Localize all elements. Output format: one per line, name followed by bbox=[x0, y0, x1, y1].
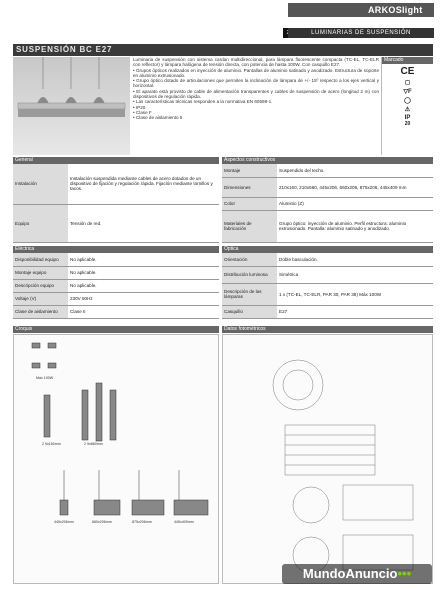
desc-para-4: • El aparato está provisto de cable de alimentación transparentes y cables de suspensión de acero (longitud 2 m) con dispositivos de regulación rápida. bbox=[133, 88, 379, 100]
sketch-label: 2 9x160mm bbox=[42, 442, 61, 446]
croquis-diagram bbox=[14, 335, 220, 585]
marcado-heading: Marcado bbox=[382, 57, 433, 64]
ce-mark-icon: CE bbox=[400, 66, 415, 77]
row-value: Suspendido del techo. bbox=[277, 164, 433, 177]
row-label: Disponibilidad equipo bbox=[13, 253, 68, 266]
desc-para-7: • Clase F bbox=[133, 109, 152, 115]
row-value: 210x160, 210x660, 445x206, 660x206, 875x206, 445x409 mm bbox=[277, 177, 433, 197]
row-label: Distribución luminosa bbox=[222, 266, 277, 283]
ip-value: 20 bbox=[404, 121, 411, 127]
row-value: Aluminio (Z) bbox=[277, 197, 433, 210]
row-value: Clase II bbox=[68, 305, 219, 318]
product-title: SUSPENSIÓN BC E27 bbox=[13, 44, 433, 56]
table-row bbox=[13, 292, 219, 305]
electrica-heading: Eléctrica bbox=[13, 246, 219, 253]
row-label: Voltaje (V) bbox=[13, 292, 68, 305]
table-row bbox=[222, 253, 433, 266]
row-label: Montaje bbox=[222, 164, 277, 177]
row-label: Descripción de las lámparas bbox=[222, 283, 277, 305]
product-photo bbox=[13, 57, 130, 155]
row-label: Instalación bbox=[13, 164, 68, 204]
double-insulation-icon: ◻ bbox=[405, 80, 410, 86]
warning-icon: ⚠ bbox=[404, 107, 411, 113]
table-row bbox=[222, 197, 433, 210]
row-value: Doble basculación. bbox=[277, 253, 433, 266]
table-row bbox=[13, 204, 219, 242]
desc-para-8: • Clase de aislamiento II bbox=[133, 115, 183, 121]
table-row bbox=[222, 266, 433, 283]
row-label: Color bbox=[222, 197, 277, 210]
sketch-label: 445x206mm bbox=[54, 520, 74, 524]
row-label: Clase de aislamiento bbox=[13, 305, 68, 318]
table-row bbox=[13, 253, 219, 266]
ip-label: IP bbox=[404, 115, 411, 121]
watermark-dots: ••• bbox=[397, 566, 412, 581]
row-value: Tensión de red. bbox=[68, 204, 219, 242]
optica-heading: Óptica bbox=[222, 246, 433, 253]
table-row bbox=[222, 283, 433, 305]
row-label: Descripción equipo bbox=[13, 279, 68, 292]
f-mark-icon: ▽F bbox=[403, 89, 412, 95]
table-row bbox=[13, 164, 219, 204]
row-label: Casquillo bbox=[222, 305, 277, 318]
row-label: Dimensiones bbox=[222, 177, 277, 197]
sketch-label: 445x409mm bbox=[174, 520, 194, 524]
row-value: Simétrica bbox=[277, 266, 433, 283]
desc-para-6: • IP20 bbox=[133, 104, 146, 110]
watermark-text: MundoAnuncio bbox=[302, 566, 398, 581]
electrica-table bbox=[13, 253, 219, 319]
general-heading: General bbox=[13, 157, 219, 164]
general-table bbox=[13, 164, 219, 243]
lamp-illustration bbox=[13, 57, 130, 155]
ip-rating bbox=[382, 115, 433, 127]
desc-para-3: • Grupo óptico dotado de articulaciones que permiten la inclinación de lámpara de +/- 15º respecto a los ejes vertical y horizontal. bbox=[133, 78, 379, 89]
desc-para-5: • Las características técnicas responden a la normativa EN 60598-1. bbox=[133, 99, 273, 105]
photometric-plots bbox=[223, 335, 434, 585]
table-row bbox=[13, 305, 219, 318]
desc-para-2: • Grupos ópticos realizados en inyección de aluminio. Pantallas de aluminio satinado y anodizado. Estructura de soporte en aluminio extrusionado. bbox=[133, 67, 379, 78]
header-subtitle: LUMINARIAS DE SUSPENSIÓN bbox=[288, 28, 434, 38]
brand-logo: ARKOSlight bbox=[288, 3, 434, 17]
row-value: No aplicable. bbox=[68, 266, 219, 279]
voltage-icon: ◯ bbox=[404, 98, 411, 104]
row-label: Materiales de fabricación bbox=[222, 210, 277, 242]
marcado-panel bbox=[381, 57, 433, 155]
table-row bbox=[13, 279, 219, 292]
watermark bbox=[282, 564, 432, 584]
aspectos-table bbox=[222, 164, 433, 243]
table-row bbox=[222, 305, 433, 318]
row-value: No aplicable. bbox=[68, 279, 219, 292]
row-label: Montaje equipo bbox=[13, 266, 68, 279]
table-row bbox=[222, 177, 433, 197]
sketch-label: 660x206mm bbox=[92, 520, 112, 524]
product-description bbox=[133, 57, 379, 155]
row-value: 1 x (TC-EL, TC-ELR, PAR 30, PAR 38) Máx 100W bbox=[277, 283, 433, 305]
croquis-drawings bbox=[13, 334, 219, 584]
row-value: No aplicable. bbox=[68, 253, 219, 266]
photometric-diagrams bbox=[222, 334, 433, 584]
table-row bbox=[222, 210, 433, 242]
row-value: E27 bbox=[277, 305, 433, 318]
sketch-label: 875x206mm bbox=[132, 520, 152, 524]
row-label: Equipo bbox=[13, 204, 68, 242]
aspectos-heading: Aspectos constructivos bbox=[222, 157, 433, 164]
desc-para-1: Luminaria de suspensión con sistema cardan multidireccional, para lámpara fluorescente compacta (TC-EL, TC-ELR con reflector) y lámpara halógena de tensión directa, con potencia de hasta 100W. Con casquillo E27. bbox=[133, 57, 379, 68]
sketch-label: 2 9x660mm bbox=[84, 442, 103, 446]
sketch-label: Máx 100W bbox=[36, 376, 54, 380]
optica-table bbox=[222, 253, 433, 319]
row-label: Orientación bbox=[222, 253, 277, 266]
croquis-heading: Croquis bbox=[13, 326, 219, 333]
table-row bbox=[222, 164, 433, 177]
table-row bbox=[13, 266, 219, 279]
fotometricos-heading: Datos fotométricos bbox=[222, 326, 433, 333]
row-value: Instalación suspendida mediante cables de acero dotados de un dispositivo de fijación y regulación rápida. Fijación mediante tornillos y tacos. bbox=[68, 164, 219, 204]
row-value: 230V 50Hz bbox=[68, 292, 219, 305]
row-value: Grupo óptico: inyección de aluminio. Perfil estructura: aluminio extrusionado. Pantalla: aluminio satinado y anodizado. bbox=[277, 210, 433, 242]
